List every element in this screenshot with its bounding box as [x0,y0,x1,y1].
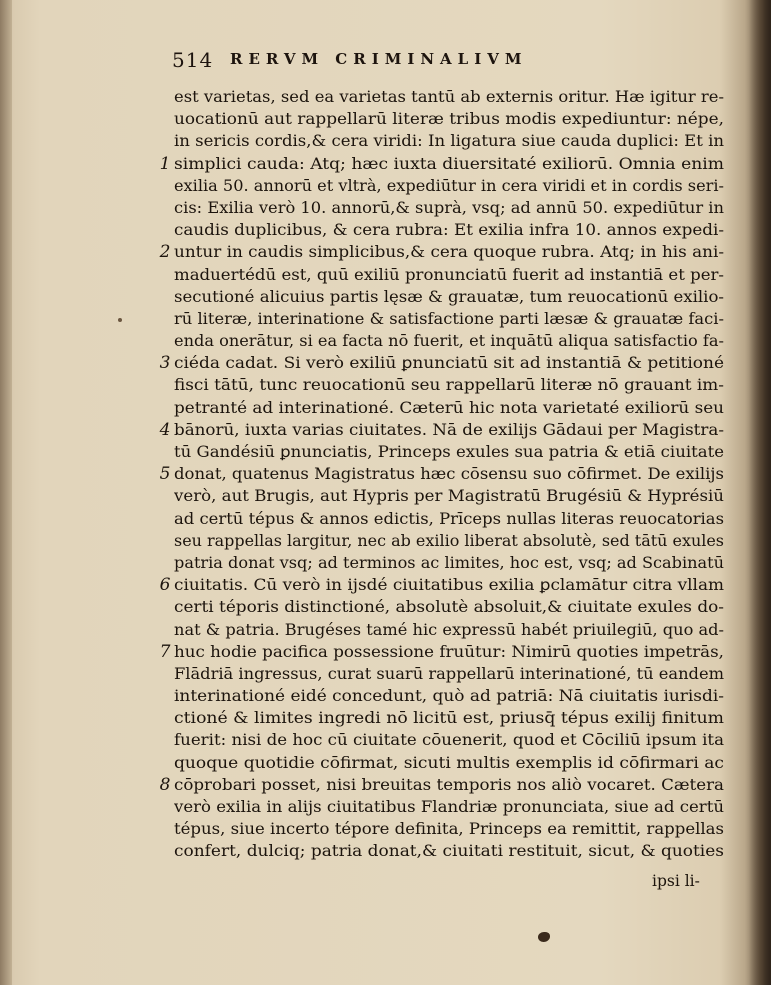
text-line: caudis duplicibus, & cera rubra: Et exilia infra 10. annos expedi- [174,221,724,240]
text-line: nat & patria. Brugéses tamé hic expressū habét priuilegiū, quo ad- [174,620,724,639]
text-line: tū Gandésiū ꝑnunciatis, Princeps exules sua patria & etiā ciuitate [174,443,724,461]
page-edge-shadow [749,0,771,985]
text-line: fuerit: nisi de hoc cū ciuitate cōuenerit, quod et Cōciliū ipsum ita [174,731,724,750]
text-line: secutioné alicuius partis lęsæ & grauatæ, tum reuocationū exilio- [174,287,724,306]
body-text [174,86,724,863]
text-line: patria donat vsq; ad terminos ac limites, hoc est, vsq; ad Scabinatū [174,553,724,572]
marginal-number: 4 [159,420,171,440]
text-line: simplici cauda: Atq; hæc iuxta diuersitaté exiliorū. Omnia enim [174,154,724,173]
text-line: ctioné & limites ingredi nō licitū est, priusq̄ tépus exilij finitum [174,709,724,728]
text-line: donat, quatenus Magistratus hæc cōsensu suo cōfirmet. De exilijs [174,465,724,484]
text-line: cōprobari posset, nisi breuitas temporis nos aliò vocaret. Cætera [174,775,724,794]
text-line: ciuitatis. Cū verò in ijsdé ciuitatibus exilia ꝑclamātur citra vllam [174,576,724,595]
marginal-number: 8 [159,775,171,796]
text-line: tépus, siue incerto tépore definita, Princeps ea remittit, rappellas [174,820,724,839]
text-line: interinationé eidé concedunt, quò ad patriā: Nā ciuitatis iurisdi- [174,687,724,706]
text-line: uocationū aut rappellarū literæ tribus modis expediuntur: népe, [174,110,724,129]
page-number: 514 [172,48,214,72]
text-line: huc hodie pacifica possessione fruūtur: Nimirū quoties impetrās, [174,642,724,661]
text-line: rū literæ, interinatione & satisfactione parti læsæ & grauatæ faci- [174,309,724,328]
catchword: ipsi li- [652,872,700,890]
text-line: ciéda cadat. Si verò exiliū ꝑnunciatū sit ad instantiā & petitioné [174,354,724,373]
ink-stain [538,932,550,942]
marginal-number: 6 [159,575,171,596]
text-line: fisci tātū, tunc reuocationū seu rappellarū literæ nō grauant im- [174,376,724,395]
text-line: cis: Exilia verò 10. annorū,& suprà, vsq; ad annū 50. expediūtur in [174,198,724,217]
text-line: enda onerātur, si ea facta nō fuerit, et inquātū aliqua satisfactio fa- [174,332,724,351]
marginal-number: 2 [159,242,171,263]
text-line: bānorū, iuxta varias ciuitates. Nā de exilijs Gādaui per Magistra- [174,420,724,439]
text-line: in sericis cordis,& cera viridi: In ligatura siue cauda duplici: Et in [174,132,724,151]
text-line: certi téporis distinctioné, absolutè absoluit,& ciuitate exules do- [174,598,724,617]
text-line: verò exilia in alijs ciuitatibus Flandriæ pronunciata, siue ad certū [174,798,724,816]
page-gutter-shadow [0,0,12,985]
marginal-number: 3 [159,353,171,374]
text-line: maduertédū est, quū exiliū pronunciatū fuerit ad instantiā et per- [174,265,724,284]
text-line: exilia 50. annorū et vltrà, expediūtur in cera viridi et in cordis seri- [174,176,724,195]
page-header [172,48,732,80]
text-line: Flādriā ingressus, curat suarū rappellarū interinationé, tū eandem [174,664,724,683]
running-head: RERVM CRIMINALIVM [230,50,528,68]
text-line: confert, dulciq; patria donat,& ciuitati restituit, sicut, & quoties [174,842,724,861]
text-line: est varietas, sed ea varietas tantū ab externis oritur. Hæ igitur re- [174,88,724,106]
marginal-number: 1 [159,153,171,174]
text-line: seu rappellas largitur, nec ab exilio liberat absolutè, sed tātū exules [174,531,724,550]
marginal-number: 7 [159,642,171,662]
paper-spot [118,318,122,322]
text-line: verò, aut Brugis, aut Hypris per Magistratū Brugésiū & Hyprésiū [174,487,724,506]
text-line: untur in caudis simplicibus,& cera quoque rubra. Atq; in his ani- [174,243,724,262]
text-line: petranté ad interinationé. Cæterū hic nota varietaté exiliorū seu [174,398,724,417]
text-line: ad certū tépus & annos edictis, Prīceps nullas literas reuocatorias [174,509,724,528]
marginal-number: 5 [159,464,171,485]
text-line: quoque quotidie cōfirmat, sicuti multis exemplis id cōfirmari ac [174,753,724,772]
